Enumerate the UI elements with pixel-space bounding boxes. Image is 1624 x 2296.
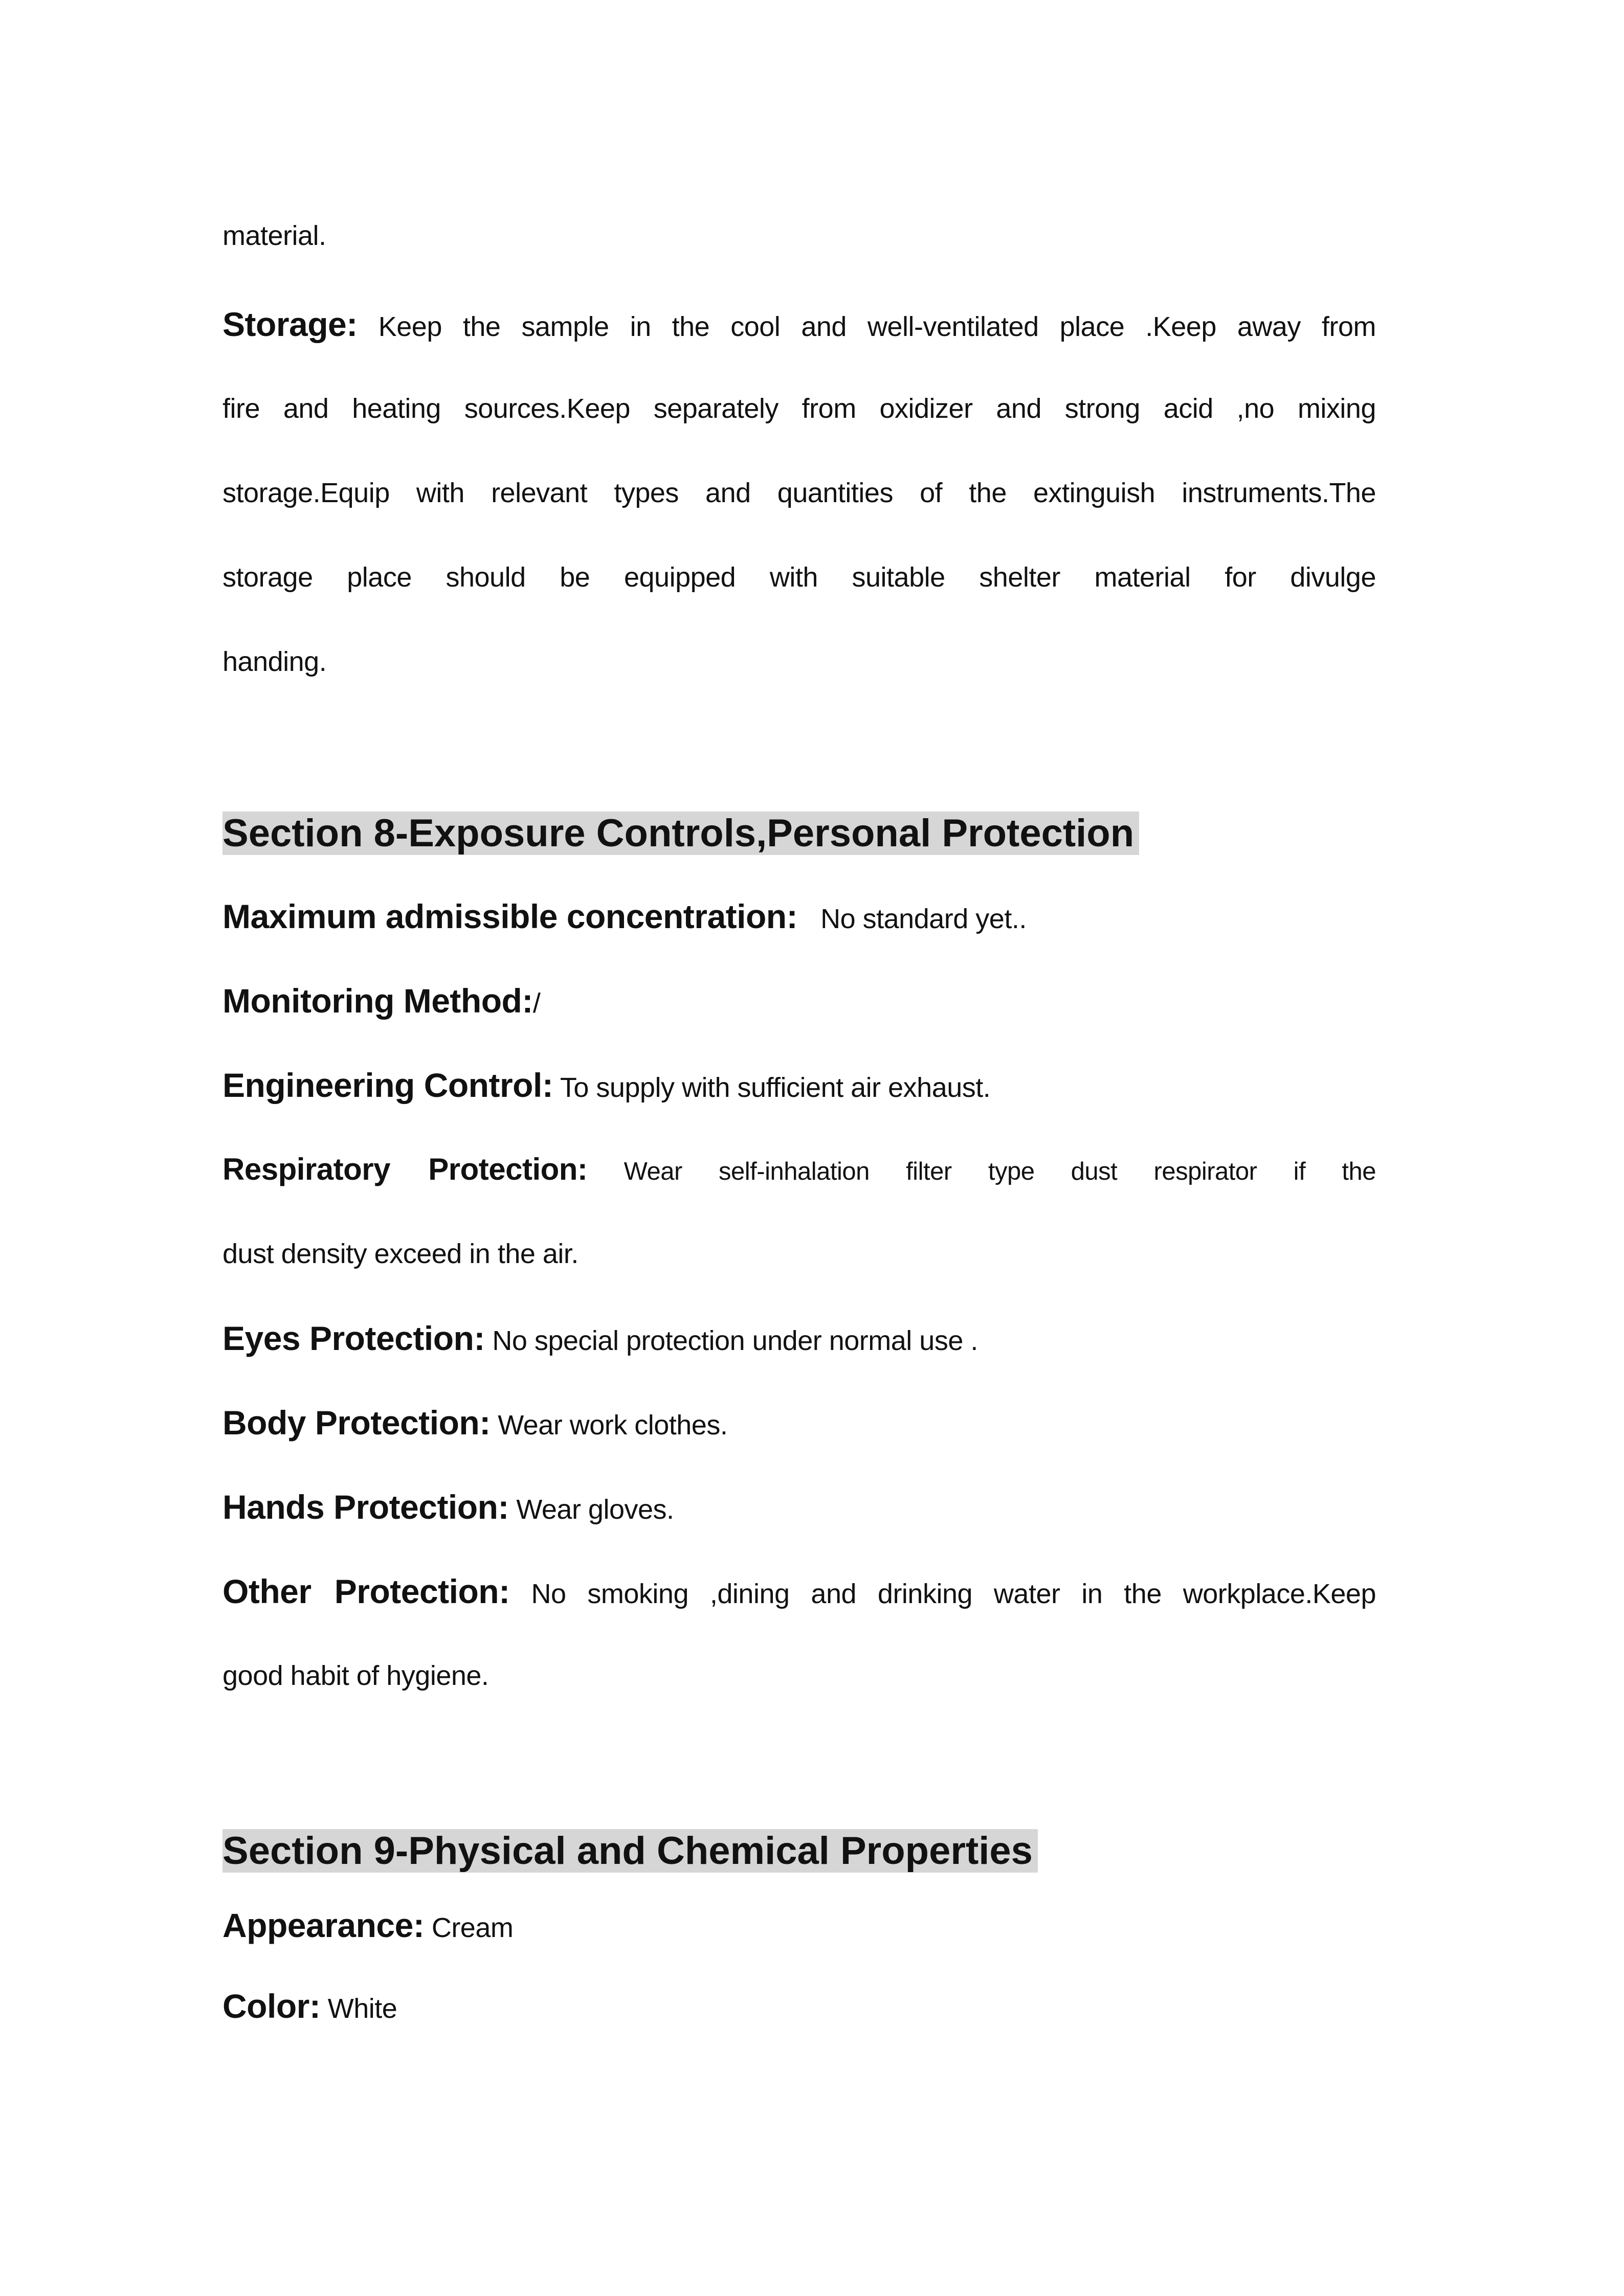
max-admissible-concentration-label: Maximum admissible concentration: <box>223 897 798 935</box>
other-protection-value: No smoking ,dining and drinking water in the workplace.Keep <box>509 1579 1376 1609</box>
hands-protection-label: Hands Protection: <box>223 1488 509 1526</box>
respiratory-protection-label: Respiratory Protection: <box>223 1152 588 1186</box>
appearance-value: Cream <box>424 1912 514 1943</box>
section-8-heading-highlight: Section 8-Exposure Controls,Personal Protection <box>223 812 1139 855</box>
respiratory-protection-line-1 <box>223 1147 1376 1194</box>
monitoring-method-value: / <box>532 988 541 1019</box>
color-value: White <box>320 1993 397 2024</box>
section-9-heading <box>223 1818 1038 1884</box>
body-protection-value: Wear work clothes. <box>490 1410 728 1440</box>
section-9-heading-highlight: Section 9-Physical and Chemical Properties <box>223 1829 1038 1873</box>
section-8-heading <box>223 801 1139 866</box>
body-protection-label: Body Protection: <box>223 1404 491 1442</box>
color-label: Color: <box>223 1987 321 2025</box>
paragraph-line-material: material. <box>223 220 326 251</box>
body-protection-line <box>223 1401 1376 1447</box>
monitoring-method-label: Monitoring Method: <box>223 982 533 1020</box>
storage-paragraph-line-4: storage place should be equipped with suitable shelter material for divulge <box>223 562 1376 593</box>
other-protection-line-2: good habit of hygiene. <box>223 1660 489 1691</box>
hands-protection-value: Wear gloves. <box>508 1494 674 1525</box>
eyes-protection-label: Eyes Protection: <box>223 1319 485 1357</box>
color-line <box>223 1984 1376 2031</box>
storage-label: Storage: <box>223 305 358 343</box>
storage-paragraph-line-1 <box>223 302 1376 349</box>
storage-paragraph-line-3: storage.Equip with relevant types and quantities of the extinguish instruments.The <box>223 478 1376 508</box>
engineering-control-label: Engineering Control: <box>223 1066 553 1104</box>
respiratory-protection-value: Wear self-inhalation filter type dust respirator if the <box>587 1158 1376 1185</box>
monitoring-method-line <box>223 979 1376 1025</box>
max-admissible-concentration-line <box>223 894 1376 941</box>
storage-paragraph-line-2: fire and heating sources.Keep separately from oxidizer and strong acid ,no mixing <box>223 393 1376 424</box>
storage-text-1: Keep the sample in the cool and well-ventilated place .Keep away from <box>357 311 1376 342</box>
respiratory-protection-line-2: dust density exceed in the air. <box>223 1239 579 1269</box>
other-protection-label: Other Protection: <box>223 1572 510 1610</box>
storage-paragraph-line-5: handing. <box>223 646 327 677</box>
eyes-protection-line <box>223 1316 1376 1363</box>
max-admissible-concentration-value: No standard yet.. <box>820 904 1027 934</box>
hands-protection-line <box>223 1485 1376 1532</box>
eyes-protection-value: No special protection under normal use . <box>484 1325 978 1356</box>
engineering-control-line <box>223 1063 1376 1110</box>
engineering-control-value: To supply with sufficient air exhaust. <box>553 1072 991 1103</box>
other-protection-line-1 <box>223 1569 1376 1616</box>
appearance-label: Appearance: <box>223 1906 425 1944</box>
appearance-line <box>223 1903 1376 1950</box>
